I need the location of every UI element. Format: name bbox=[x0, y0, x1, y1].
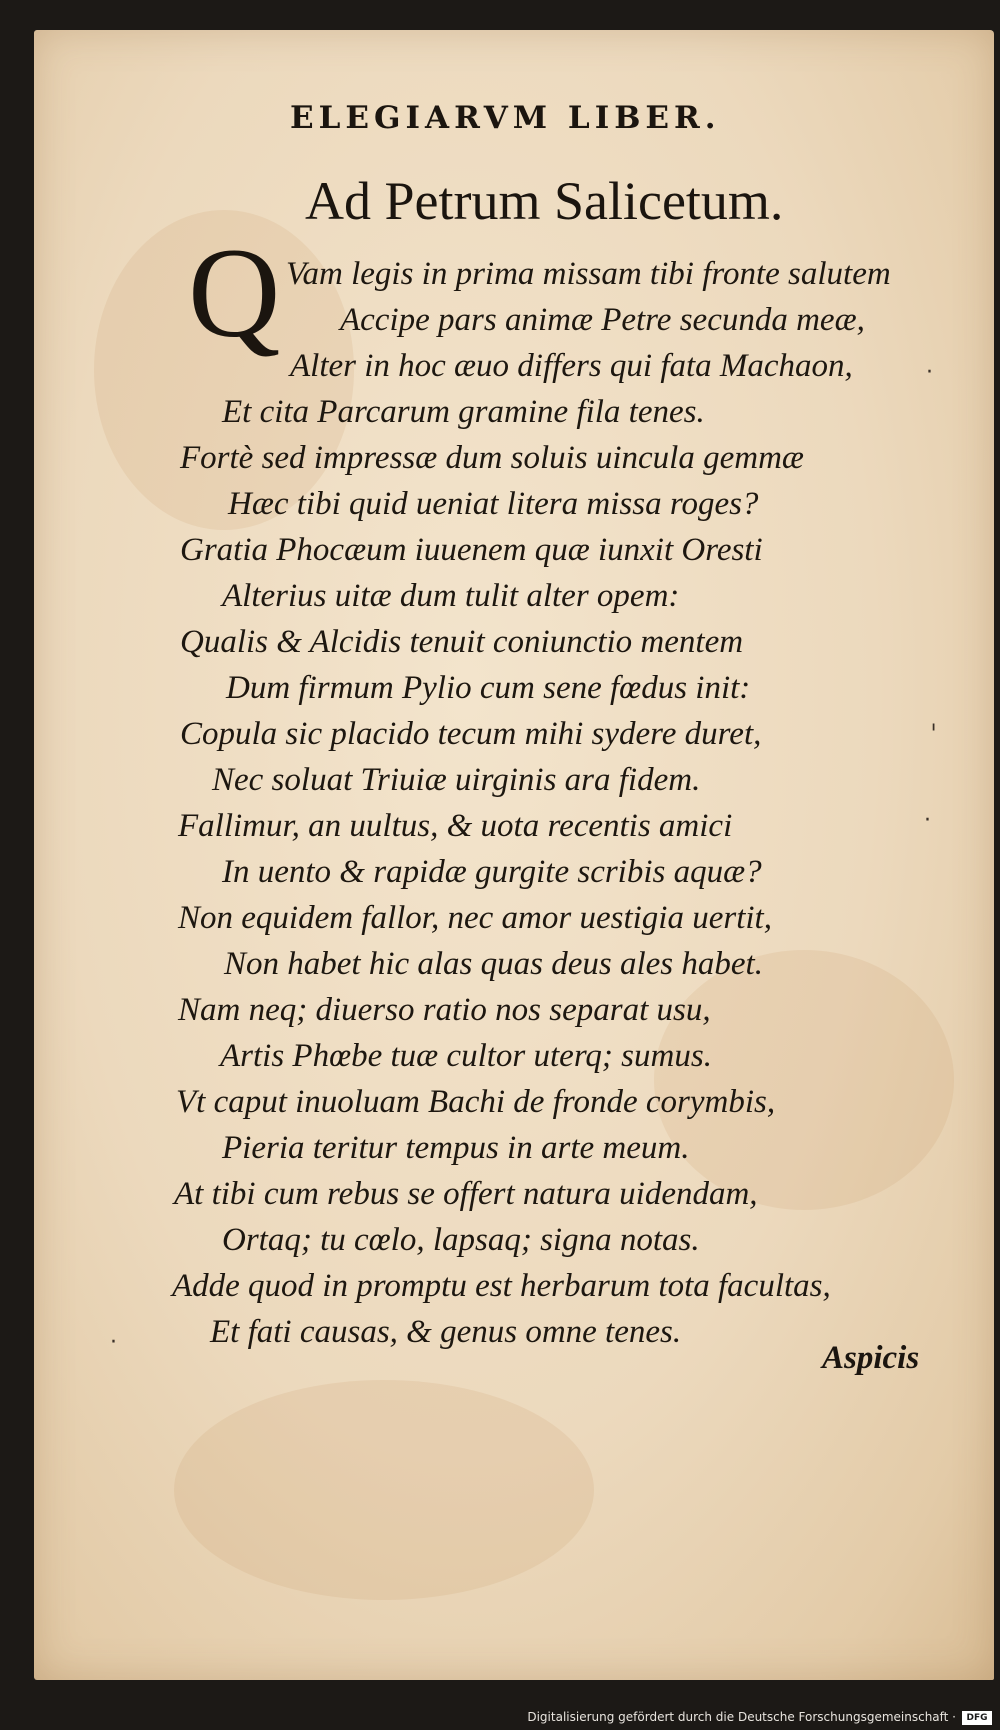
verse-line: Vam legis in prima missam tibi fronte salutem bbox=[286, 256, 891, 292]
margin-mark: · bbox=[110, 1330, 117, 1355]
verse-line: Fortè sed impressæ dum soluis uincula gemmæ bbox=[180, 440, 804, 476]
verse-line: Qualis & Alcidis tenuit coniunctio mentem bbox=[180, 624, 744, 660]
verse-line: Pieria teritur tempus in arte meum. bbox=[222, 1130, 690, 1166]
digitization-credit: Digitalisierung gefördert durch die Deutsche Forschungsgemeinschaft · bbox=[527, 1710, 956, 1724]
verse-line: Nam neq; diuerso ratio nos separat usu, bbox=[178, 992, 711, 1028]
verse-line: Artis Phœbe tuæ cultor uterq; sumus. bbox=[220, 1038, 712, 1074]
catchword: Aspicis bbox=[822, 1340, 920, 1376]
verse-line: Copula sic placido tecum mihi sydere duret, bbox=[180, 716, 762, 752]
dfg-logo: DFG bbox=[962, 1711, 992, 1725]
verse-line: Accipe pars animæ Petre secunda meæ, bbox=[340, 302, 865, 338]
verse-line: At tibi cum rebus se offert natura uidendam, bbox=[174, 1176, 758, 1212]
verse-line: Et cita Parcarum gramine fila tenes. bbox=[222, 394, 705, 430]
verse-line: Fallimur, an uultus, & uota recentis amici bbox=[178, 808, 733, 844]
verse-line: Vt caput inuoluam Bachi de fronde corymbis, bbox=[176, 1084, 776, 1120]
verse-line: Non habet hic alas quas deus ales habet. bbox=[224, 946, 763, 982]
verse-line: Nec soluat Triuiæ uirginis ara fidem. bbox=[212, 762, 701, 798]
verse-line: In uento & rapidæ gurgite scribis aquæ? bbox=[222, 854, 762, 890]
verse-line: Alter in hoc æuo differs qui fata Machaon, bbox=[290, 348, 853, 384]
verse-line: Hæc tibi quid ueniat litera missa roges? bbox=[228, 486, 759, 522]
verse-line: Alterius uitæ dum tulit alter opem: bbox=[222, 578, 680, 614]
margin-mark: · bbox=[924, 808, 931, 833]
verse-line: Adde quod in promptu est herbarum tota facultas, bbox=[172, 1268, 831, 1304]
verse-line: Gratia Phocæum iuuenem quæ iunxit Oresti bbox=[180, 532, 763, 568]
margin-mark: ˈ bbox=[930, 720, 938, 750]
margin-mark: · bbox=[926, 360, 933, 385]
verse-line: Et fati causas, & genus omne tenes. bbox=[210, 1314, 682, 1350]
verse-line: Non equidem fallor, nec amor uestigia uertit, bbox=[178, 900, 772, 936]
drop-cap: Q bbox=[188, 222, 281, 364]
paper-stain bbox=[174, 1380, 594, 1600]
poem-title: Ad Petrum Salicetum. bbox=[305, 171, 784, 231]
running-head: ELEGIARVM LIBER. bbox=[290, 100, 721, 136]
verse-line: Ortaq; tu cœlo, lapsaq; signa notas. bbox=[222, 1222, 700, 1258]
verse-line: Dum firmum Pylio cum sene fœdus init: bbox=[226, 670, 751, 706]
